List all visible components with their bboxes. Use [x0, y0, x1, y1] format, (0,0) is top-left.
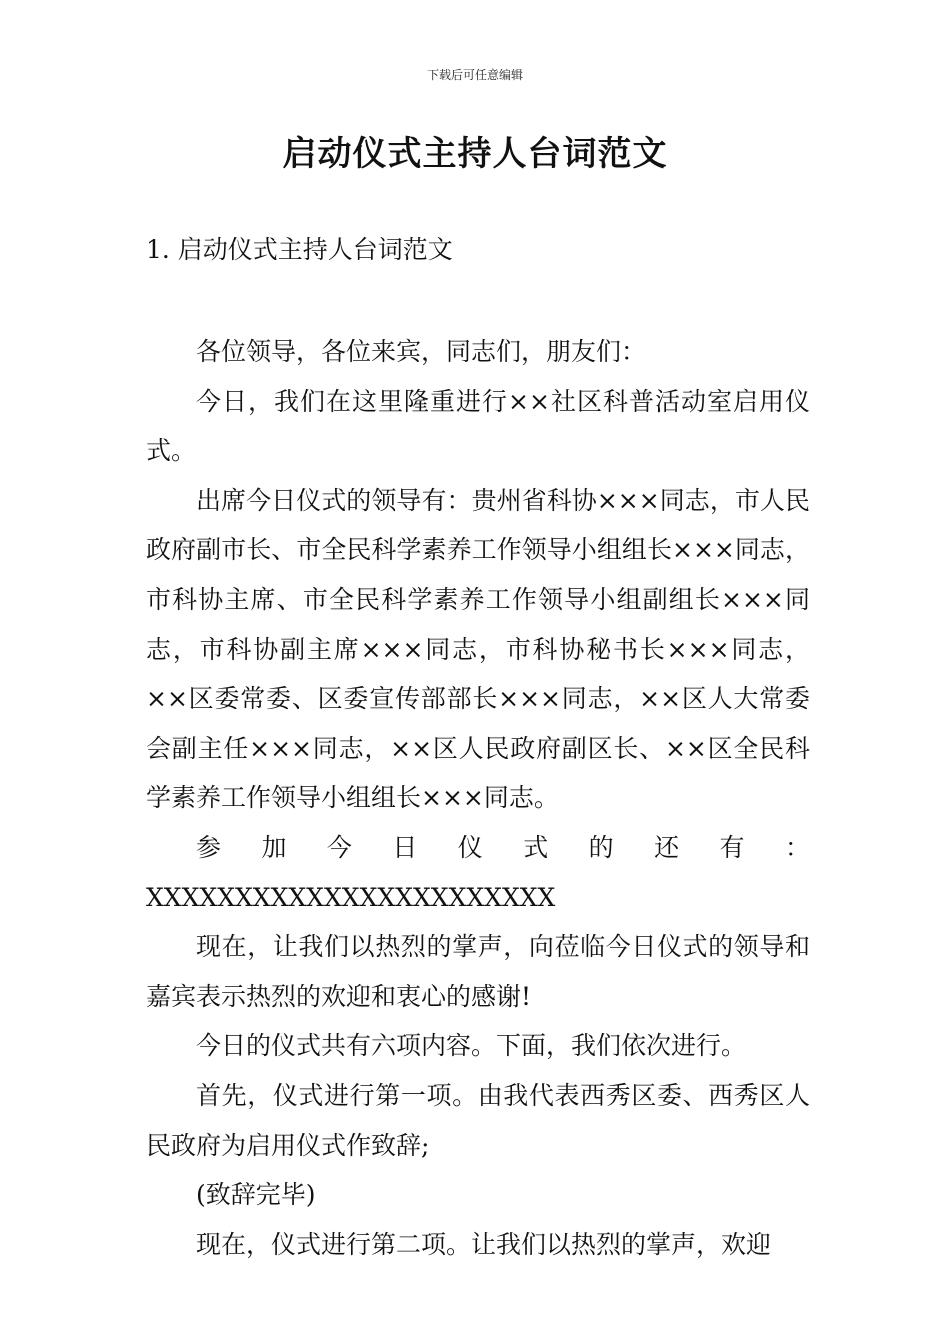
paragraph: 各位领导，各位来宾，同志们，朋友们：: [196, 337, 647, 366]
page-header: 下载后可任意编辑: [426, 68, 523, 82]
paragraph: 出席今日仪式的领导有：贵州省科协×××同志，市人民政府副市长、市全民科学素养工作领导小组组长×××同志，市科协主席、市全民科学素养工作领导小组副组长×××同志，市科协副主席×××同志，市科协秘书长×××同志，××区委常委、区委宣传部部长×××同志，××区人大常委会副主任×××同志，××区人民政府副区长、××区全民科学素养工作领导小组组长×××同志。: [146, 485, 810, 813]
section-heading: 1. 启动仪式主持人台词范文: [146, 235, 453, 264]
paragraph: 现在，让我们以热烈的掌声，向莅临今日仪式的领导和嘉宾表示热烈的欢迎和衷心的感谢!: [146, 932, 810, 1011]
document-title: 启动仪式主持人台词范文: [282, 134, 668, 174]
paragraph: 今日的仪式共有六项内容。下面，我们依次进行。: [196, 1031, 747, 1061]
document-body: [146, 327, 810, 1269]
paragraph: 现在，仪式进行第二项。让我们以热烈的掌声，欢迎: [196, 1229, 772, 1259]
paragraph: (致辞完毕): [196, 1180, 316, 1210]
paragraph: 今日，我们在这里隆重进行××社区科普活动室启用仪式。: [146, 386, 810, 466]
paragraph: 参加今日仪式的还有：XXXXXXXXXXXXXXXXXXXXXXX: [146, 832, 810, 912]
paragraph: 首先，仪式进行第一项。由我代表西秀区委、西秀区人民政府为启用仪式作致辞;: [146, 1080, 810, 1160]
